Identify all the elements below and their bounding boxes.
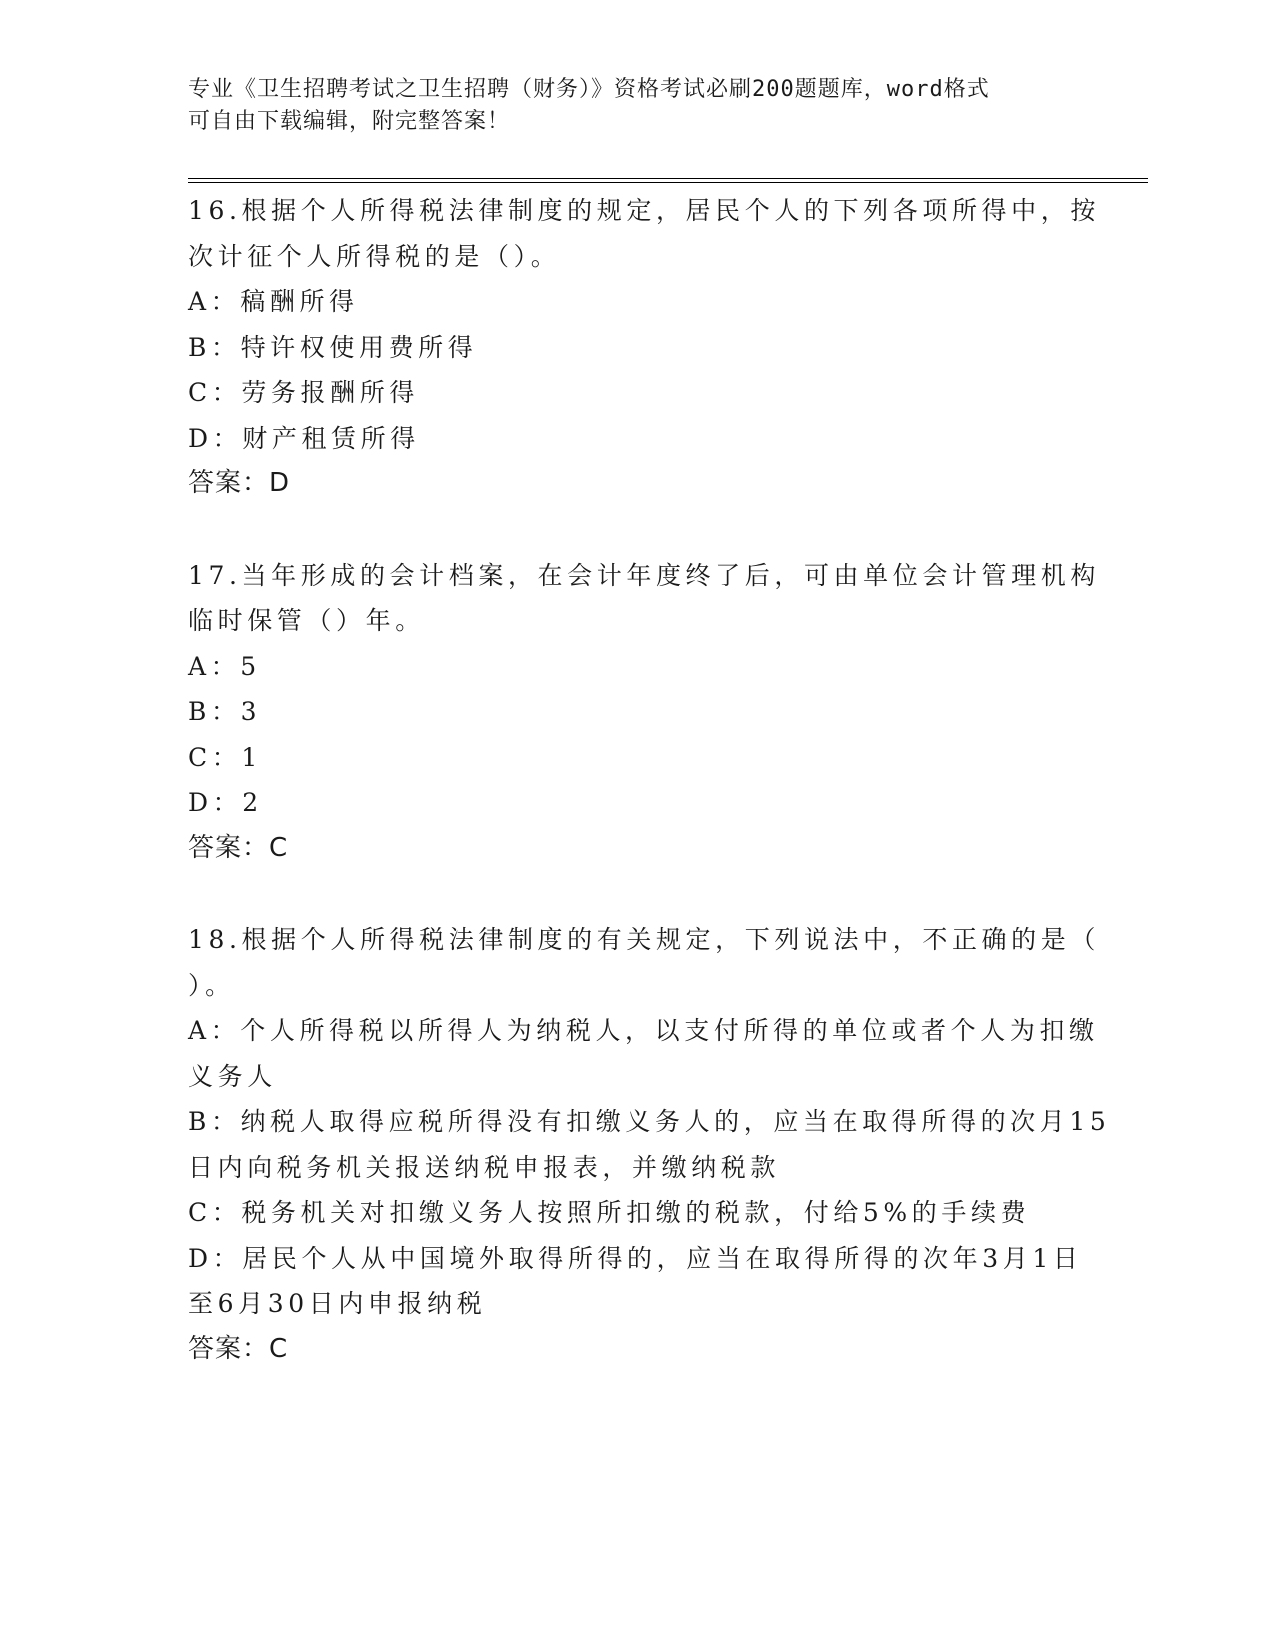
answer-line: 答案：C — [188, 832, 289, 863]
header-divider-top — [188, 178, 1148, 179]
question-17 — [188, 553, 1100, 872]
option-a-continued: 义务人 — [188, 1061, 277, 1091]
question-list — [188, 188, 1111, 1372]
header-line-1: 专业《卫生招聘考试之卫生招聘（财务）》资格考试必刷200题题库，word格式 — [188, 77, 990, 102]
option-a: A：稿酬所得 — [188, 287, 359, 316]
answer-line: 答案：C — [188, 1333, 289, 1364]
option-d: D：居民个人从中国境外取得所得的，应当在取得所得的次年3月1日 — [188, 1243, 1083, 1273]
option-b-continued: 日内向税务机关报送纳税申报表，并缴纳税款 — [188, 1152, 781, 1182]
question-18 — [188, 917, 1111, 1372]
option-c: C：税务机关对扣缴义务人按照所扣缴的税款，付给5%的手续费 — [188, 1198, 1031, 1227]
option-b: B：特许权使用费所得 — [188, 332, 478, 362]
option-d: D：财产租赁所得 — [188, 423, 420, 453]
option-c: C：1 — [188, 742, 262, 772]
question-stem-line: 次计征个人所得税的是（）。 — [188, 241, 561, 271]
option-b: B：纳税人取得应税所得没有扣缴义务人的，应当在取得所得的次月15 — [188, 1107, 1111, 1136]
option-d-continued: 至6月30日内申报纳税 — [188, 1289, 487, 1318]
header-line-2: 可自由下载编辑，附完整答案！ — [188, 109, 511, 134]
header-divider-bottom — [188, 182, 1148, 183]
question-16 — [188, 188, 1100, 507]
option-c: C：劳务报酬所得 — [188, 378, 419, 407]
option-a: A：5 — [188, 651, 261, 681]
question-stem-line: 18.根据个人所得税法律制度的有关规定，下列说法中，不正确的是（ — [188, 925, 1100, 954]
question-stem-line: 临时保管（）年。 — [188, 606, 425, 635]
option-a: A：个人所得税以所得人为纳税人，以支付所得的单位或者个人为扣缴 — [188, 1016, 1099, 1045]
answer-line: 答案：D — [188, 468, 291, 498]
question-stem-line: 17.当年形成的会计档案，在会计年度终了后，可由单位会计管理机构 — [188, 560, 1100, 590]
question-stem-line: 16.根据个人所得税法律制度的规定，居民个人的下列各项所得中，按 — [188, 196, 1100, 225]
option-b: B：3 — [188, 697, 262, 726]
option-d: D：2 — [188, 788, 263, 817]
question-stem-line: ）。 — [188, 970, 235, 1000]
document-header — [188, 74, 1088, 138]
